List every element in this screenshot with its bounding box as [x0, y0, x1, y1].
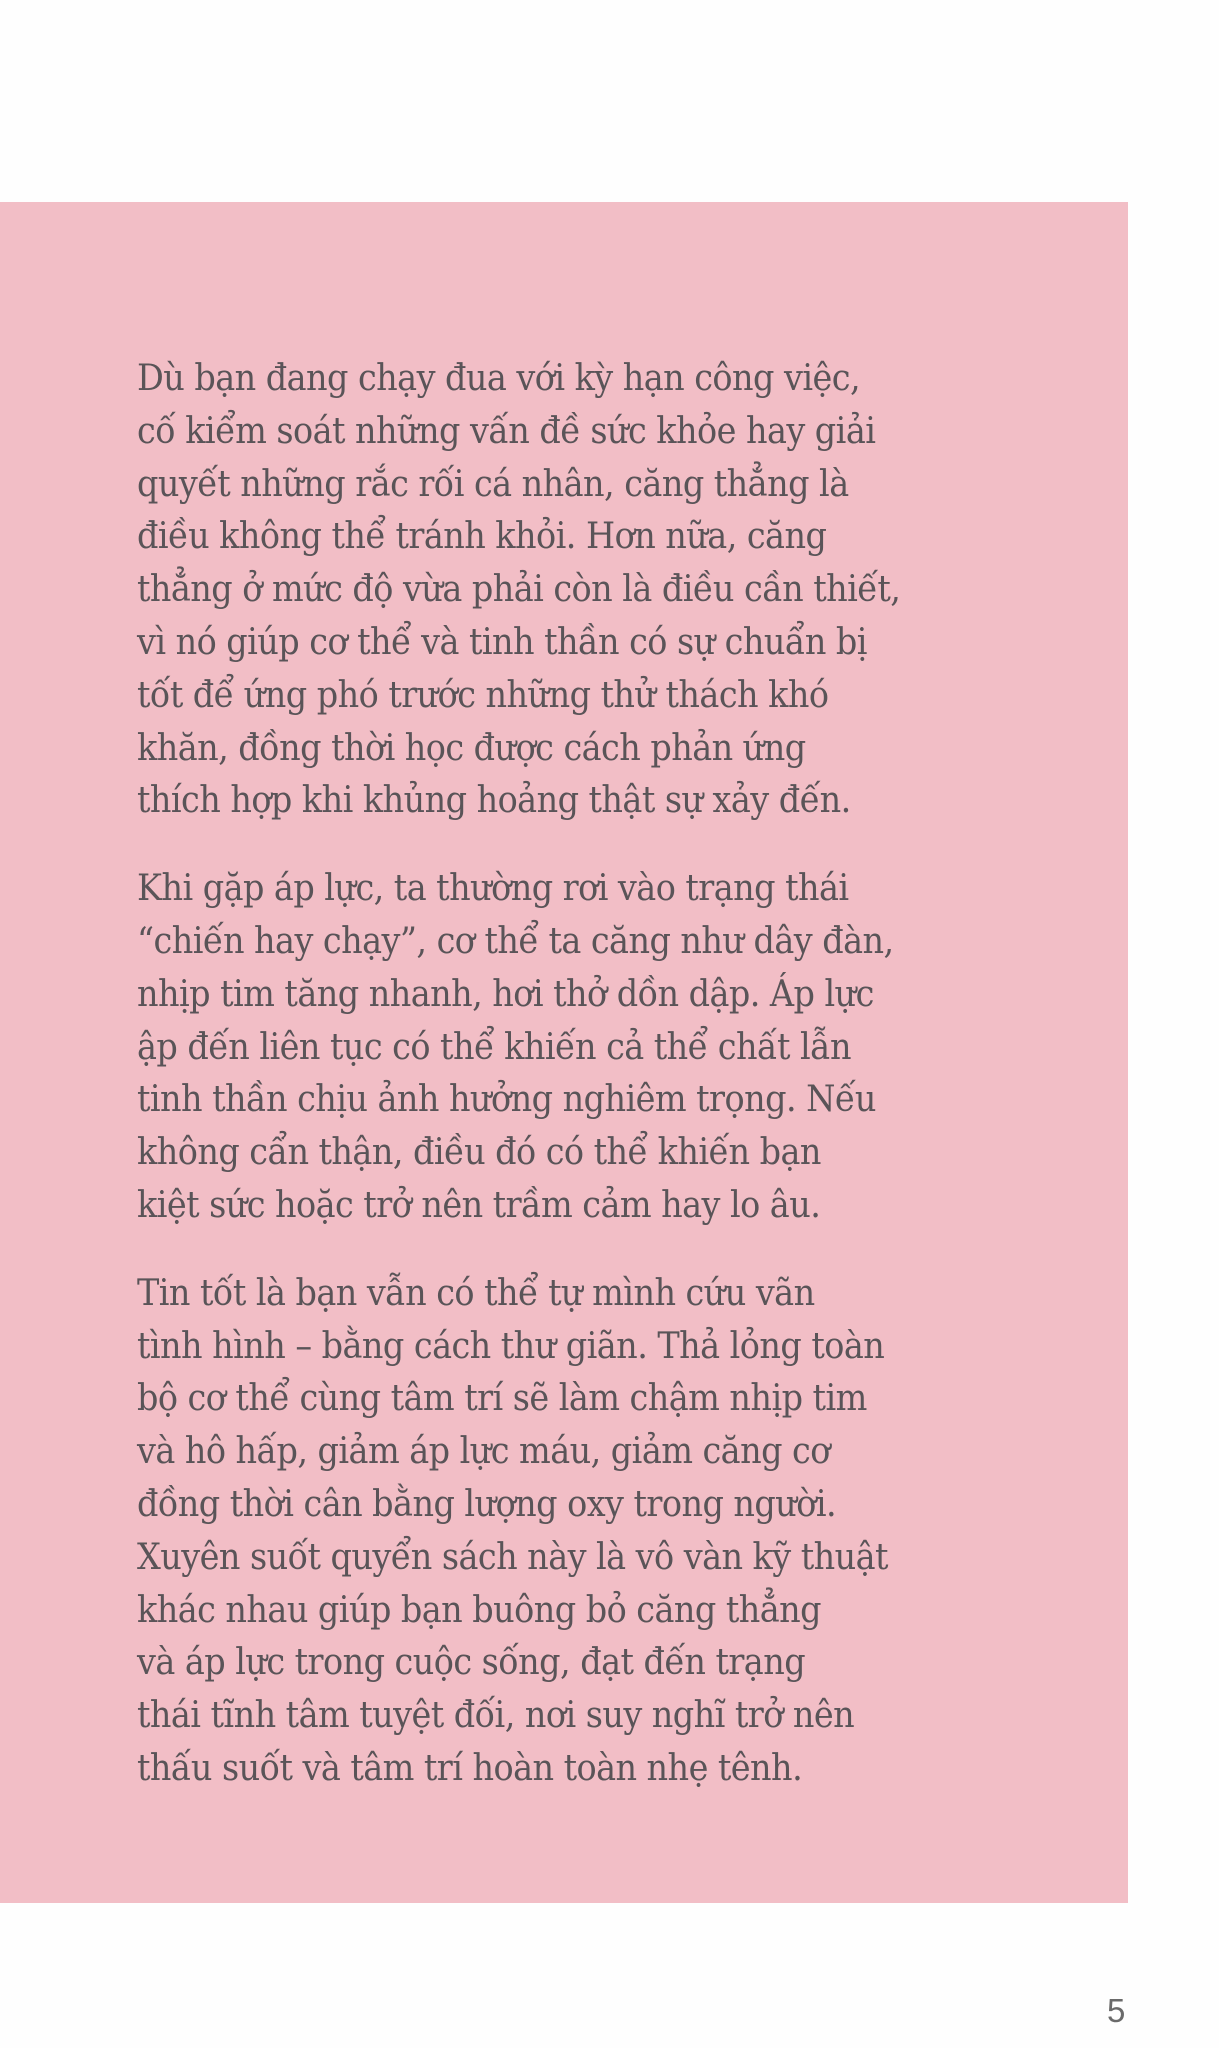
paragraph-1: [137, 353, 974, 828]
text-line: quyết những rắc rối cá nhân, căng thẳng là: [137, 463, 849, 505]
text-line: Dù bạn đang chạy đua với kỳ hạn công việc,: [137, 358, 861, 399]
text-line: và áp lực trong cuộc sống, đạt đến trạng: [137, 1642, 806, 1684]
text-line: tốt để ứng phó trước những thử thách khó: [137, 674, 829, 716]
text-line: cố kiểm soát những vấn đề sức khỏe hay giải: [137, 410, 876, 452]
text-line: và hô hấp, giảm áp lực máu, giảm căng cơ: [137, 1431, 830, 1473]
text-line: thái tĩnh tâm tuyệt đối, nơi suy nghĩ trở nên: [137, 1695, 855, 1737]
text-line: tình hình – bằng cách thư giãn. Thả lỏng toàn: [137, 1325, 885, 1367]
text-line: nhịp tim tăng nhanh, hơi thở dồn dập. Áp lực: [137, 973, 874, 1015]
body-text: [137, 353, 974, 1831]
text-line: bộ cơ thể cùng tâm trí sẽ làm chậm nhịp tim: [137, 1378, 867, 1420]
text-line: Khi gặp áp lực, ta thường rơi vào trạng thái: [137, 868, 849, 910]
text-line: khác nhau giúp bạn buông bỏ căng thẳng: [137, 1589, 822, 1631]
text-line: điều không thể tránh khỏi. Hơn nữa, căng: [137, 516, 827, 558]
text-line: thẳng ở mức độ vừa phải còn là điều cần thiết,: [137, 569, 901, 611]
paragraph-3: [137, 1268, 974, 1796]
paragraph-2: [137, 863, 974, 1233]
text-line: Tin tốt là bạn vẫn có thể tự mình cứu vãn: [137, 1272, 815, 1314]
text-line: “chiến hay chạy”, cơ thể ta căng như dây đàn,: [137, 920, 894, 962]
text-line: vì nó giúp cơ thể và tinh thần có sự chuẩn bị: [137, 621, 867, 663]
text-line: khăn, đồng thời học được cách phản ứng: [137, 727, 806, 769]
text-line: ập đến liên tục có thể khiến cả thể chất lẫn: [137, 1026, 852, 1068]
text-line: kiệt sức hoặc trở nên trầm cảm hay lo âu.: [137, 1184, 821, 1226]
text-line: thích hợp khi khủng hoảng thật sự xảy đến.: [137, 780, 851, 822]
text-line: tinh thần chịu ảnh hưởng nghiêm trọng. Nếu: [137, 1079, 876, 1121]
text-line: đồng thời cân bằng lượng oxy trong người.: [137, 1483, 837, 1525]
text-line: thấu suốt và tâm trí hoàn toàn nhẹ tênh.: [137, 1747, 803, 1789]
text-line: Xuyên suốt quyển sách này là vô vàn kỹ thuật: [137, 1536, 888, 1578]
page-number: 5: [1107, 1992, 1126, 2029]
text-line: không cẩn thận, điều đó có thể khiến bạn: [137, 1132, 821, 1174]
